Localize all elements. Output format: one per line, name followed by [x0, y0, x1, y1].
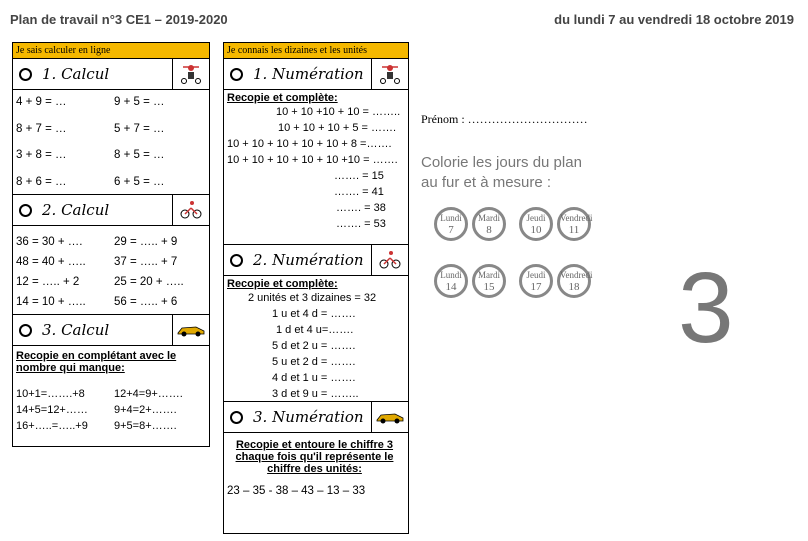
- juggler-icon: [172, 59, 209, 89]
- section-header-numeration-2: [224, 244, 408, 276]
- exercise-item: 36 = 30 + ….: [16, 236, 83, 248]
- calc-1-items: [13, 90, 209, 194]
- section-header-numeration-1: [224, 59, 408, 90]
- day-name: Vendredi: [560, 270, 593, 280]
- instruction-line: au fur et à mesure :: [421, 174, 552, 191]
- numeration-1-lines: [224, 104, 408, 244]
- instruction-line: Colorie les jours du plan: [421, 154, 582, 171]
- plan-number: 3: [678, 252, 734, 364]
- exercise-line: ……. = 53: [336, 218, 386, 230]
- day-number: 7: [448, 224, 454, 236]
- day-number: 8: [486, 224, 492, 236]
- exercise-item: 5 + 7 = …: [114, 122, 165, 135]
- circle-checkbox-icon: [19, 68, 32, 81]
- exercise-item: 14 = 10 + …..: [16, 296, 86, 308]
- exercise-line: 1 u et 4 d = …….: [272, 308, 356, 320]
- exercise-line: ……. = 41: [334, 186, 384, 198]
- exercise-line: 1 d et 4 u=…….: [276, 324, 354, 336]
- exercise-line: 5 d et 2 u = …….: [272, 340, 356, 352]
- section-title: 1. Numération: [253, 65, 364, 83]
- section-title: 3. Calcul: [42, 321, 110, 339]
- circle-checkbox-icon: [19, 204, 32, 217]
- section-title: 2. Numération: [253, 251, 364, 269]
- day-name: Jeudi: [526, 270, 546, 280]
- circle-checkbox-icon: [230, 254, 243, 267]
- instruction: Recopie et entoure le chiffre 3 chaque fois qu'il représente le chiffre des unités:: [235, 439, 394, 475]
- day-number: 15: [483, 281, 495, 293]
- column-band: Je connais les dizaines et les unités: [224, 43, 408, 59]
- exercise-item: 9+5=8+…….: [114, 420, 177, 432]
- column-calcul: [12, 42, 210, 447]
- prenom-line: Prénom : …………………………: [421, 112, 588, 126]
- section-title: 3. Numération: [253, 408, 364, 426]
- section-header-calcul-1: [13, 59, 209, 90]
- plan-title: Plan de travail n°3 CE1 – 2019-2020: [10, 12, 228, 27]
- colorie-instruction: [421, 153, 582, 193]
- section-header-calcul-3: [13, 314, 209, 346]
- day-name: Mardi: [478, 213, 500, 223]
- exercise-item: 9 + 5 = …: [114, 96, 165, 108]
- day-circle: [472, 264, 506, 298]
- cyclist-icon: [371, 245, 408, 275]
- exercise-item: 3 + 8 = …: [16, 149, 67, 161]
- column-numeration: [223, 42, 409, 534]
- exercise-item: 29 = ….. + 9: [114, 236, 178, 248]
- numeration-2-lines: [224, 290, 408, 401]
- race-car-icon: [172, 315, 209, 345]
- day-number: 17: [530, 281, 542, 293]
- exercise-line: 10 + 10 + 10 + 10 + 10 + 8 =…….: [227, 138, 392, 150]
- day-circle: [557, 207, 591, 241]
- circle-checkbox-icon: [230, 68, 243, 81]
- day-name: Vendredi: [560, 213, 593, 223]
- day-name: Lundi: [440, 213, 462, 223]
- exercise-item: 10+1=…….+8: [16, 388, 85, 400]
- race-car-icon: [371, 402, 408, 432]
- exercise-line: 5 u et 2 d = …….: [272, 356, 356, 368]
- juggler-icon: [371, 59, 408, 89]
- exercise-line: 10 + 10 + 10 + 10 + 10 +10 = …….: [227, 154, 398, 166]
- day-number: 11: [568, 224, 580, 236]
- day-number: 18: [568, 281, 580, 293]
- number-sequence: 23 – 35 - 38 – 43 – 13 – 33: [227, 485, 366, 497]
- exercise-line: 3 d et 9 u = ……..: [272, 388, 359, 400]
- exercise-line: 10 + 10 + 10 + 5 = …….: [278, 122, 397, 134]
- section-header-numeration-3: [224, 401, 408, 433]
- exercise-item: 8 + 6 = …: [16, 175, 67, 188]
- exercise-item: 56 = ….. + 6: [114, 296, 178, 308]
- exercise-item: 4 + 9 = …: [16, 96, 67, 108]
- instruction: Recopie et complète:: [227, 92, 338, 104]
- exercise-line: 10 + 10 +10 + 10 = ……..: [276, 106, 401, 118]
- exercise-item: 25 = 20 + …..: [114, 276, 184, 288]
- exercise-item: 48 = 40 + …..: [16, 256, 86, 268]
- day-circle: [519, 207, 553, 241]
- circle-checkbox-icon: [19, 324, 32, 337]
- calc-3-items: [13, 374, 209, 432]
- instruction: Recopie et complète:: [227, 278, 338, 290]
- exercise-item: 6 + 5 = …: [114, 175, 165, 188]
- exercise-item: 14+5=12+……: [16, 404, 88, 416]
- day-circle: [472, 207, 506, 241]
- day-name: Mardi: [478, 270, 500, 280]
- exercise-item: 8 + 5 = …: [114, 149, 165, 161]
- exercise-line: 2 unités et 3 dizaines = 32: [248, 292, 377, 304]
- day-number: 10: [530, 224, 542, 236]
- exercise-item: 8 + 7 = …: [16, 122, 67, 135]
- day-circle: [519, 264, 553, 298]
- exercise-line: ……. = 15: [334, 170, 384, 182]
- day-circle: [434, 207, 468, 241]
- date-range: du lundi 7 au vendredi 18 octobre 2019: [554, 12, 794, 27]
- exercise-item: 37 = ….. + 7: [114, 256, 178, 268]
- exercise-line: ……. = 38: [336, 202, 386, 214]
- circle-checkbox-icon: [230, 411, 243, 424]
- calc-2-items: [13, 226, 209, 314]
- day-name: Jeudi: [526, 213, 546, 223]
- section-title: 1. Calcul: [42, 65, 110, 83]
- day-circle: [557, 264, 591, 298]
- cyclist-icon: [172, 195, 209, 225]
- column-band: Je sais calculer en ligne: [13, 43, 209, 59]
- section-title: 2. Calcul: [42, 201, 110, 219]
- instruction: Recopie en complétant avec le nombre qui manque:: [16, 350, 177, 374]
- exercise-item: 12+4=9+…….: [114, 388, 183, 400]
- exercise-item: 9+4=2+…….: [114, 404, 177, 416]
- exercise-item: 16+…..=…..+9: [16, 420, 88, 432]
- day-name: Lundi: [440, 270, 462, 280]
- day-number: 14: [445, 281, 457, 293]
- section-header-calcul-2: [13, 194, 209, 226]
- exercise-line: 4 d et 1 u = …….: [272, 372, 356, 384]
- day-circle: [434, 264, 468, 298]
- exercise-item: 12 = ….. + 2: [16, 276, 80, 288]
